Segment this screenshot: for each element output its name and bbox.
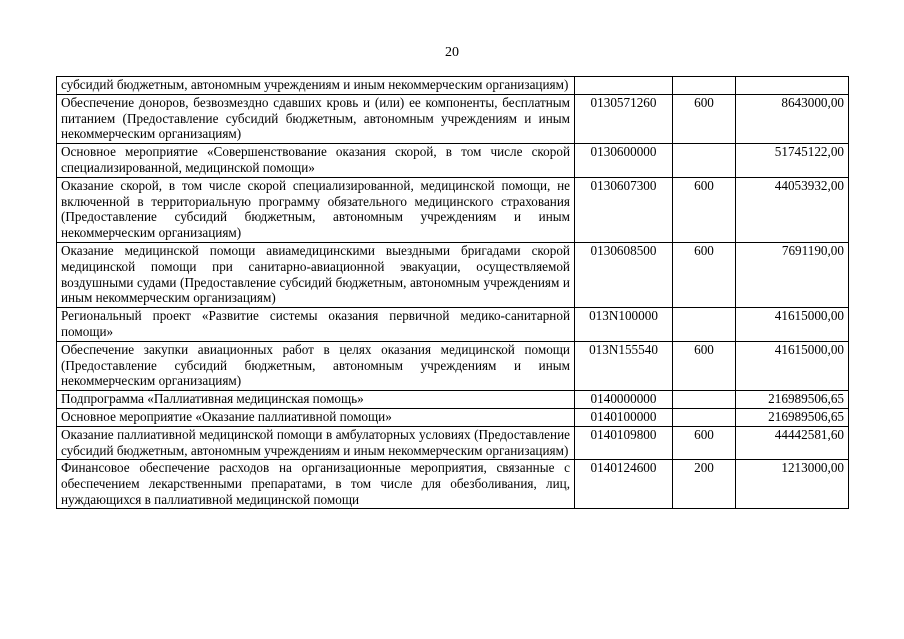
row-target-code: 0140100000 [575, 408, 673, 426]
row-amount: 41615000,00 [736, 341, 849, 390]
row-expense-type: 600 [673, 94, 736, 143]
row-target-code: 0140124600 [575, 460, 673, 509]
table-row [57, 94, 849, 143]
row-expense-type: 600 [673, 242, 736, 307]
row-expense-type: 600 [673, 426, 736, 460]
row-expense-type [673, 144, 736, 178]
row-target-code: 0130607300 [575, 177, 673, 242]
row-target-code: 0130571260 [575, 94, 673, 143]
budget-table [56, 76, 849, 509]
row-amount: 7691190,00 [736, 242, 849, 307]
row-name: Оказание медицинской помощи авиамедицинскими выездными бригадами скорой медицинской помощи при санитарно-авиационной эвакуации, осуществляемой воздушными судами (Предоставление субсидий бюджетным, автономным учреждениям и иным некоммерческим организациям) [57, 242, 575, 307]
row-amount: 216989506,65 [736, 391, 849, 409]
row-name: Региональный проект «Развитие системы оказания первичной медико-санитарной помощи» [57, 308, 575, 342]
row-expense-type: 200 [673, 460, 736, 509]
row-expense-type [673, 308, 736, 342]
table-row [57, 408, 849, 426]
row-name: Обеспечение закупки авиационных работ в целях оказания медицинской помощи (Предоставление субсидий бюджетным, автономным учреждениям и иным некоммерческим организациям) [57, 341, 575, 390]
row-name: Основное мероприятие «Совершенствование оказания скорой, в том числе скорой специализированной, медицинской помощи» [57, 144, 575, 178]
table-row [57, 341, 849, 390]
row-name [57, 460, 575, 509]
row-amount: 1213000,00 [736, 460, 849, 509]
row-name: Основное мероприятие «Оказание паллиативной помощи» [57, 408, 575, 426]
page-number: 20 [445, 45, 459, 60]
row-name: Оказание паллиативной медицинской помощи в амбулаторных условиях (Предоставление субсидий бюджетным, автономным учреждениям и иным некоммерческим организациям) [57, 426, 575, 460]
table-row [57, 144, 849, 178]
row-expense-type: 600 [673, 177, 736, 242]
row-target-code: 0130608500 [575, 242, 673, 307]
row-target-code: 013N155540 [575, 341, 673, 390]
row-target-code [575, 77, 673, 95]
table-row [57, 460, 849, 509]
row-target-code: 0140000000 [575, 391, 673, 409]
row-amount: 8643000,00 [736, 94, 849, 143]
row-name: Оказание скорой, в том числе скорой специализированной, медицинской помощи, не включенной в территориальную программу обязательного медицинского страхования (Предоставление субсидий бюджетным, автономным учреждениям и иным некоммерческим организациям) [57, 177, 575, 242]
row-name: субсидий бюджетным, автономным учреждениям и иным некоммерческим организациям) [57, 77, 575, 95]
row-amount: 44053932,00 [736, 177, 849, 242]
row-target-code: 0130600000 [575, 144, 673, 178]
table-row [57, 77, 849, 95]
row-target-code: 0140109800 [575, 426, 673, 460]
table-row [57, 177, 849, 242]
table-row [57, 426, 849, 460]
row-amount [736, 77, 849, 95]
table-row [57, 391, 849, 409]
row-target-code: 013N100000 [575, 308, 673, 342]
row-name-text: Финансовое обеспечение расходов на организационные мероприятия, связанные с обеспечением лекарственными препаратами, в том числе для обезболивания, лиц, нуждающихся в паллиативной медицинской помощи [61, 460, 570, 507]
row-amount: 44442581,60 [736, 426, 849, 460]
row-expense-type: 600 [673, 341, 736, 390]
row-name: Подпрограмма «Паллиативная медицинская помощь» [57, 391, 575, 409]
row-expense-type [673, 77, 736, 95]
row-expense-type [673, 391, 736, 409]
row-amount: 216989506,65 [736, 408, 849, 426]
row-amount: 51745122,00 [736, 144, 849, 178]
row-amount: 41615000,00 [736, 308, 849, 342]
row-expense-type [673, 408, 736, 426]
table-row [57, 242, 849, 307]
row-name: Обеспечение доноров, безвозмездно сдавших кровь и (или) ее компоненты, бесплатным питанием (Предоставление субсидий бюджетным, автономным учреждениям и иным некоммерческим организациям) [57, 94, 575, 143]
table-row [57, 308, 849, 342]
